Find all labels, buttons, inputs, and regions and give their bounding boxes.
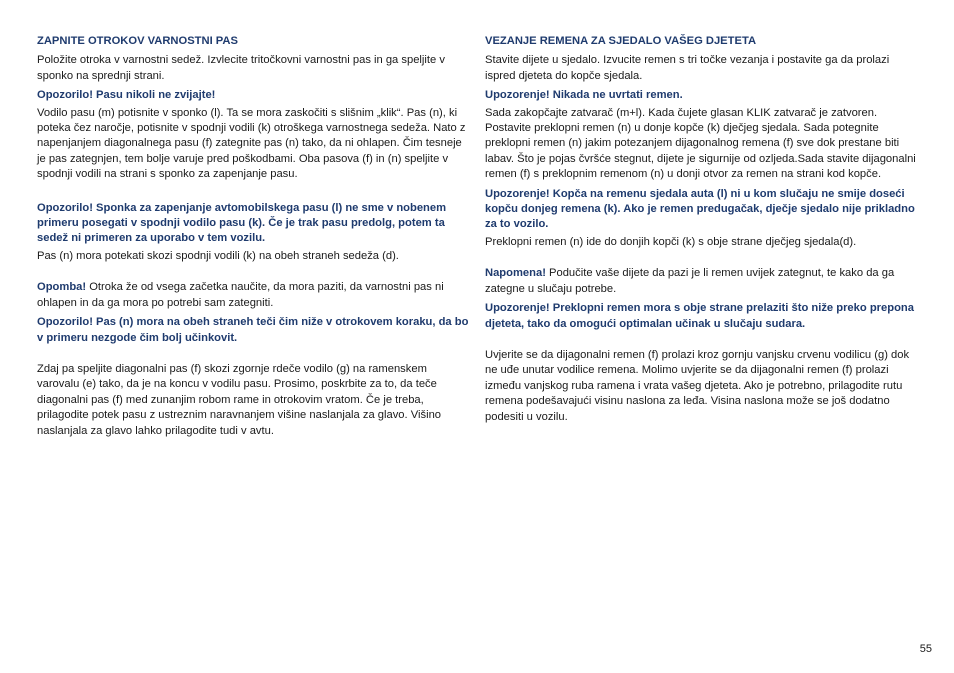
note-text: Podučite vaše dijete da pazi je li remen uvijek zategnut, te kako da ga zategne u slučaju potrebe. <box>485 267 895 295</box>
left-column-slovenian <box>37 30 469 441</box>
instruction-paragraph: Uvjerite se da dijagonalni remen (f) prolazi kroz gornju vanjsku crvenu vodilicu (g) dok ne uđe unutar vodilice remena. Molimo uvjerite se da dijagonalni remen (f) prolazi između vanjskog ruba ramena i vrata vašeg djeteta. Ako je potrebno, prilagodite rutu remena podešavajući visinu naslona za leđa. Visina naslona može se još dodatno podesiti u vozilu. <box>485 348 910 423</box>
instruction-paragraph: Preklopni remen (n) ide do donjih kopči (k) s obje strane dječjeg sjedala(d). <box>485 235 857 248</box>
section-heading: VEZANJE REMENA ZA SJEDALO VAŠEG DJETETA <box>485 35 757 47</box>
note-label: Opomba! <box>37 281 87 294</box>
note-label: Napomena! <box>485 267 546 280</box>
warning-text: Upozorenje! Preklopni remen mora s obje strane prelaziti što niže preko prepona djeteta, tako da omogući optimalan učinak u slučaju sudara. <box>485 302 914 330</box>
warning-text: Opozorilo! Pasu nikoli ne zvijajte! <box>37 89 216 102</box>
note-paragraph <box>485 266 917 297</box>
instruction-paragraph: Položite otroka v varnostni sedež. Izvlecite tritočkovni varnostni pas in ga speljite v sponko na sprednji strani. <box>37 54 445 82</box>
instruction-paragraph: Pas (n) mora potekati skozi spodnji vodili (k) na obeh straneh sedeža (d). <box>37 249 399 262</box>
warning-text: Upozorenje! Kopča na remenu sjedala auta (l) ni u kom slučaju ne smije doseći kopču donjeg remena (k). Ako je remen predugačak, dječje sjedalo nije prikladno za to vozilo. <box>485 187 915 231</box>
note-paragraph <box>37 280 469 311</box>
instruction-paragraph: Sada zakopčajte zatvarač (m+l). Kada čujete glasan KLIK zatvarač je zatvoren. Postavite preklopni remen (n) u donje kopče (k) dječjeg sjedala. Sada potegnite preklopni remen (n) jakim potezanjem dijagonalnog remena (f) sve dok prestane biti labav. Što je pojas čvršće stegnut, dijete je sigurnije od ozljeda.Sada stavite dijagonalni remen (f) s preklopnim remenom (n) u donji otvor za remen na strani kod kopče. <box>485 106 916 181</box>
instruction-paragraph: Zdaj pa speljite diagonalni pas (f) skozi zgornje rdeče vodilo (g) na ramenskem varovalu (e) tako, da je na koncu v vodilu pasu. Prosimo, poskrbite za to, da teče diagonalni pas (f) med zunanjim robom rame in otrokovim vratom. Če je treba, prilagodite potek pasu z ustreznim naravnanjem višine naslanjala za glavo. Višino naslanjala za glavo lahko prilagodite tudi v avtu. <box>37 362 442 437</box>
instruction-paragraph: Stavite dijete u sjedalo. Izvucite remen s tri točke vezanja i postavite ga da prolazi ispred djeteta do kopče sjedala. <box>485 54 890 82</box>
note-text: Otroka že od vsega začetka naučite, da mora paziti, da varnostni pas ni ohlapen in da ga mora po potrebi sam zategniti. <box>37 281 444 309</box>
instruction-paragraph: Vodilo pasu (m) potisnite v sponko (l). Ta se mora zaskočiti s slišnim „klik“. Pas (n), ki poteka čez naročje, potisnite v spodnji vodili (k) otroškega varnostnega sedeža. Nato z napenjanjem diagonalnega pasu (f) zategnite pas (n) tako, da ni ohlapen. Čim tesneje je pas zategnjen, tem bolje varuje pred poškodbami. Oba pasova (f) in (n) speljite v spodnji vodili na strani s sponko za zapenjanje pasu. <box>37 106 466 181</box>
right-column-croatian <box>485 30 917 427</box>
warning-text: Opozorilo! Sponka za zapenjanje avtomobilskega pasu (l) ne sme v nobenem primeru posegati v spodnji vodilo pasu (k). Če je trak pasu predolg, potem ta sedež ni primeren za uporabo v tem vozilu. <box>37 201 447 245</box>
warning-text: Upozorenje! Nikada ne uvrtati remen. <box>485 89 683 102</box>
warning-text: Opozorilo! Pas (n) mora na obeh straneh teči čim niže v otrokovem koraku, da bo v primeru nezgode čim bolj učinkovit. <box>37 316 469 344</box>
page-number: 55 <box>919 643 932 655</box>
section-heading: ZAPNITE OTROKOV VARNOSTNI PAS <box>37 35 238 47</box>
